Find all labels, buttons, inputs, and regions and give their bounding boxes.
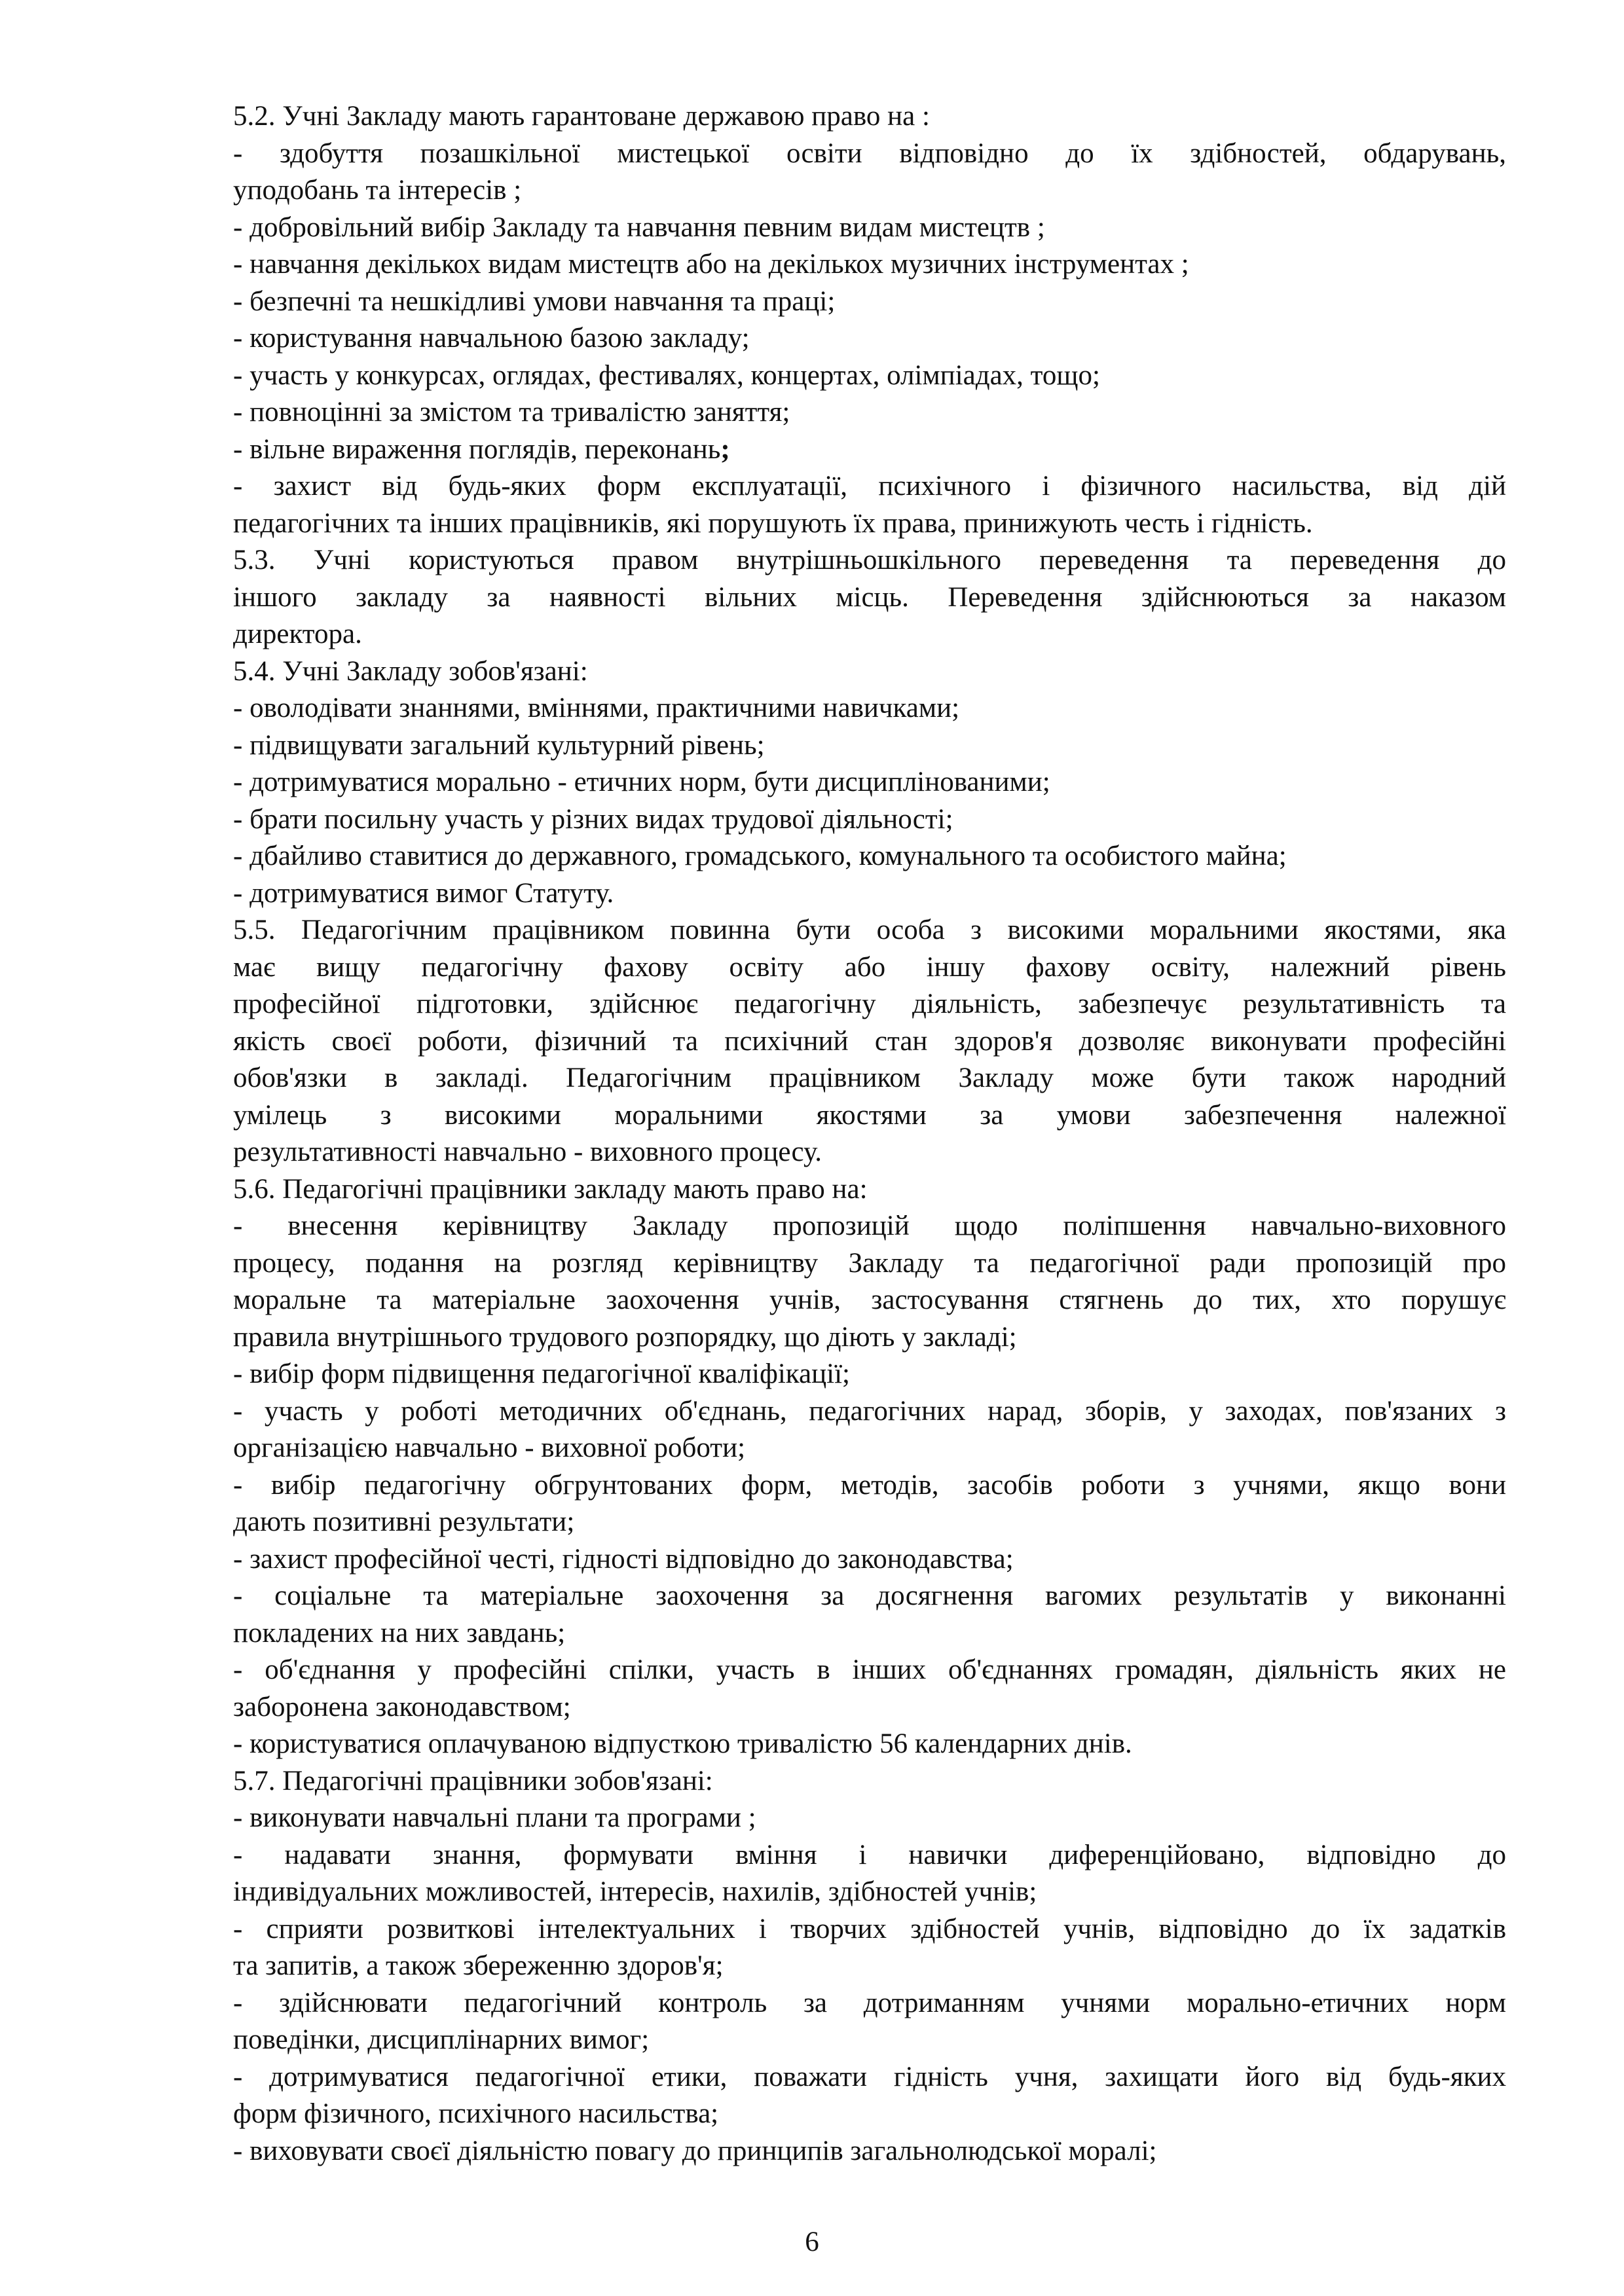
text-line-content: уподобань та інтересів ;	[233, 175, 522, 206]
text-line	[233, 1874, 1506, 1911]
text-line-content: - добровільний вибір Закладу та навчання певним видам мистецтв ;	[233, 211, 1045, 243]
text-line-content: - дотримуватися морально - етичних норм, бути дисциплінованими;	[233, 767, 1050, 797]
text-line	[233, 246, 1506, 283]
text-line-content: заборонена законодавством;	[233, 1691, 571, 1722]
text-line-content: дають позитивні результати;	[233, 1506, 575, 1537]
document-body	[233, 98, 1506, 2170]
text-line-content: - внесення керівництву Закладу пропозицій щодо поліпшення навчально-виховного	[233, 1211, 1506, 1241]
text-line-content: - підвищувати загальний культурний рівень;	[233, 729, 765, 761]
text-line-content: - захист від будь-яких форм експлуатації, психічного і фізичного насильства, від дій	[233, 471, 1506, 501]
text-line	[233, 1060, 1506, 1097]
text-line-content: 5.2. Учні Закладу мають гарантоване державою право на :	[233, 101, 930, 132]
text-line	[233, 2133, 1506, 2170]
text-line	[233, 505, 1506, 543]
text-line	[233, 1578, 1506, 1615]
text-line	[233, 172, 1506, 210]
text-line-content: та запитів, а також збереженню здоров'я;	[233, 1950, 724, 1981]
text-line	[233, 1948, 1506, 1985]
text-line	[233, 98, 1506, 136]
text-line	[233, 1134, 1506, 1171]
text-line-content: - вільне вираження поглядів, переконань	[233, 433, 721, 465]
text-line-content: директора.	[233, 619, 362, 649]
text-line-content: - об'єднання у професійні спілки, участь в інших об'єднаннях громадян, діяльність яких не	[233, 1654, 1506, 1685]
text-line-content: - користування навчальною базою закладу;	[233, 323, 750, 354]
text-line	[233, 1467, 1506, 1504]
text-line-content: іншого закладу за наявності вільних місць. Переведення здійснюються за наказом	[233, 581, 1506, 613]
text-line	[233, 949, 1506, 987]
text-line	[233, 1097, 1506, 1135]
text-line	[233, 1319, 1506, 1357]
text-line-content: моральне та матеріальне заохочення учнів, застосування стягнень до тих, хто порушує	[233, 1285, 1506, 1315]
text-line	[233, 1245, 1506, 1283]
text-line	[233, 1689, 1506, 1726]
text-line-content: - безпечні та нешкідливі умови навчання та праці;	[233, 285, 836, 317]
text-line	[233, 1430, 1506, 1467]
text-line-content: - дотримуватися педагогічної етики, поважати гідність учня, захищати його від будь-яких	[233, 2061, 1506, 2092]
text-line-content: правила внутрішнього трудового розпорядку, що діють у закладі;	[233, 1321, 1017, 1353]
text-line	[233, 727, 1506, 765]
text-line	[233, 136, 1506, 173]
text-line	[233, 1541, 1506, 1578]
text-line	[233, 1652, 1506, 1689]
text-line	[233, 283, 1506, 321]
text-line-content: - участь у роботі методичних об'єднань, педагогічних нарад, зборів, у заходах, пов'язаних з	[233, 1395, 1506, 1427]
text-line	[233, 764, 1506, 801]
text-line-content: - здобуття позашкільної мистецької освіти відповідно до їх здібностей, обдарувань,	[233, 137, 1506, 169]
text-line-content: - брати посильну участь у різних видах трудової діяльності;	[233, 803, 953, 835]
text-line-content: - оволодівати знаннями, вміннями, практичними навичками;	[233, 693, 960, 723]
text-line	[233, 838, 1506, 875]
text-line-content: професійної підготовки, здійснює педагогічну діяльність, забезпечує результативність та	[233, 989, 1506, 1019]
text-line	[233, 1985, 1506, 2022]
text-line	[233, 1356, 1506, 1393]
text-line-content: 5.3. Учні користуються правом внутрішньошкільного переведення та переведення до	[233, 545, 1506, 575]
text-line-content: організацією навчально - виховної роботи;	[233, 1432, 746, 1463]
text-line-content: якість своєї роботи, фізичний та психічний стан здоров'я дозволяє виконувати професійні	[233, 1025, 1506, 1057]
text-line-content: педагогічних та інших працівників, які порушують їх права, принижують честь і гідність.	[233, 507, 1313, 539]
text-line	[233, 1504, 1506, 1541]
text-line	[233, 2059, 1506, 2096]
text-line	[233, 357, 1506, 395]
text-line-content: 5.5. Педагогічним працівником повинна бути особа з високими моральними якостями, яка	[233, 915, 1506, 945]
text-line	[233, 653, 1506, 691]
text-line	[233, 1911, 1506, 1948]
text-line-content: - захист професійної честі, гідності відповідно до законодавства;	[233, 1543, 1014, 1575]
text-line-content: - дотримуватися вимог Статуту.	[233, 877, 614, 909]
text-line	[233, 2022, 1506, 2059]
text-line-content: - виконувати навчальні плани та програми ;	[233, 1802, 756, 1833]
text-line-content: покладених на них завдань;	[233, 1617, 566, 1649]
text-line	[233, 690, 1506, 727]
text-line	[233, 579, 1506, 617]
text-line	[233, 1023, 1506, 1061]
text-line	[233, 1171, 1506, 1209]
text-line	[233, 468, 1506, 505]
text-line	[233, 210, 1506, 247]
text-line	[233, 1837, 1506, 1874]
text-line-content: - дбайливо ставитися до державного, громадського, комунального та особистого майна;	[233, 841, 1287, 871]
text-line	[233, 431, 1506, 469]
text-line-content: - виховувати своєї діяльністю повагу до принципів загальнолюдської моралі;	[233, 2135, 1157, 2166]
text-line-content: - навчання декількох видам мистецтв або на декількох музичних інструментах ;	[233, 249, 1189, 280]
text-line-content: - соціальне та матеріальне заохочення за досягнення вагомих результатів у виконанні	[233, 1580, 1506, 1611]
text-line-content: форм фізичного, психічного насильства;	[233, 2098, 719, 2129]
text-line-content: - участь у конкурсах, оглядах, фестивалях, концертах, олімпіадах, тощо;	[233, 359, 1100, 391]
text-line-content: процесу, подання на розгляд керівництву Закладу та педагогічної ради пропозицій про	[233, 1247, 1506, 1279]
text-line-content: - повноцінні за змістом та тривалістю заняття;	[233, 397, 790, 428]
text-line-content: поведінки, дисциплінарних вимог;	[233, 2024, 650, 2055]
text-line-content: результативності навчально - виховного процесу.	[233, 1137, 822, 1167]
text-line-content: - надавати знання, формувати вміння і навички диференційовано, відповідно до	[233, 1839, 1506, 1870]
text-line	[233, 801, 1506, 839]
text-line-content: 5.6. Педагогічні працівники закладу мають право на:	[233, 1173, 868, 1205]
text-line	[233, 912, 1506, 949]
text-line-content: - вибір педагогічну обгрунтованих форм, методів, засобів роботи з учнями, якщо вони	[233, 1469, 1506, 1501]
text-line-content: - користуватися оплачуваною відпусткою тривалістю 56 календарних днів.	[233, 1728, 1132, 1759]
text-line-content: - здійснювати педагогічний контроль за дотриманням учнями морально-етичних норм	[233, 1987, 1506, 2018]
text-line-content: обов'язки в закладі. Педагогічним працівником Закладу може бути також народний	[233, 1063, 1506, 1093]
text-line	[233, 1615, 1506, 1652]
text-line	[233, 1393, 1506, 1430]
text-line	[233, 1763, 1506, 1800]
text-line	[233, 542, 1506, 579]
text-line-content: умілець з високими моральними якостями за умови забезпечення належної	[233, 1099, 1506, 1131]
text-line-content: 5.4. Учні Закладу зобов'язані:	[233, 655, 588, 687]
text-line	[233, 1208, 1506, 1245]
text-line-content: 5.7. Педагогічні працівники зобов'язані:	[233, 1765, 713, 1796]
text-line	[233, 986, 1506, 1023]
text-line-content: індивідуальних можливостей, інтересів, нахилів, здібностей учнів;	[233, 1876, 1037, 1907]
page-number: 6	[805, 2227, 819, 2257]
text-line	[233, 1726, 1506, 1763]
text-line	[233, 394, 1506, 431]
text-line	[233, 2096, 1506, 2133]
text-line-content: має вищу педагогічну фахову освіту або іншу фахову освіту, належний рівень	[233, 951, 1506, 983]
text-line-content: - вибір форм підвищення педагогічної кваліфікації;	[233, 1358, 850, 1389]
bold-punctuation: ;	[720, 433, 730, 465]
text-line	[233, 1282, 1506, 1319]
text-line	[233, 616, 1506, 653]
text-line	[233, 320, 1506, 357]
text-line	[233, 1800, 1506, 1837]
text-line	[233, 875, 1506, 913]
text-line-content: - сприяти розвиткові інтелектуальних і творчих здібностей учнів, відповідно до їх задатків	[233, 1913, 1506, 1944]
